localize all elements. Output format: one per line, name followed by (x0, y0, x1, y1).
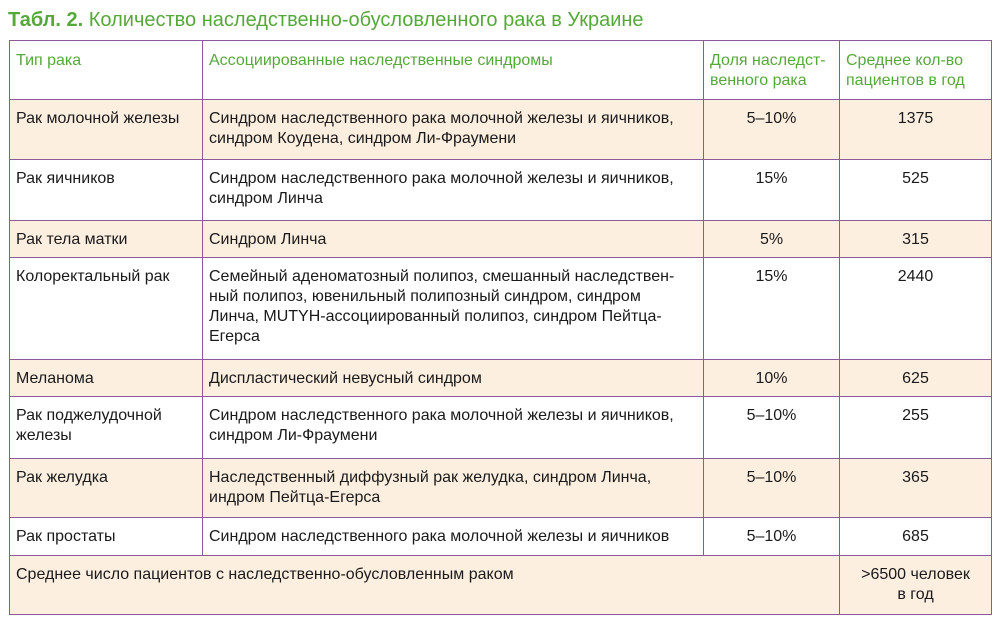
cell-cancer-type: Рак простаты (10, 518, 203, 556)
header-syndromes: Ассоциированные наследственные синдромы (203, 41, 704, 100)
table-footer-row (10, 556, 992, 615)
header-hereditary-share (704, 41, 840, 100)
footer-value: >6500 человек в год (840, 556, 992, 615)
cell-syndromes: Диспластический невусный синдром (203, 360, 704, 397)
table-title-text: Количество наследственно-обусловленного рака в Украине (88, 9, 644, 31)
header-cancer-type: Тип рака (10, 41, 203, 100)
cell-share: 15% (704, 160, 840, 221)
cell-cancer-type: Рак желудка (10, 459, 203, 518)
table-row (10, 160, 992, 221)
table-row (10, 459, 992, 518)
cell-syndromes: Синдром наследственного рака молочной железы и яичников, синдром Ли-Фраумени (203, 397, 704, 459)
table-row (10, 221, 992, 258)
cell-syndromes: Синдром наследственного рака молочной железы и яичников, синдром Линча (203, 160, 704, 221)
cell-cancer-type: Рак молочной железы (10, 100, 203, 160)
cell-syndromes: Семейный аденоматозный полипоз, смешанный наследствен- ный полипоз, ювенильный полипозный синдром, синдром Линча, MUTYH-ассоциированный полипоз, синдром Пейтца- Егерса (203, 258, 704, 360)
table-row (10, 518, 992, 556)
table-header-row (10, 41, 992, 100)
header-patients-per-year (840, 41, 992, 100)
cell-cancer-type: Рак поджелудочной железы (10, 397, 203, 459)
cell-patients: 255 (840, 397, 992, 459)
cell-share: 5% (704, 221, 840, 258)
cell-share: 15% (704, 258, 840, 360)
cell-syndromes: Наследственный диффузный рак желудка, синдром Линча, индром Пейтца-Егерса (203, 459, 704, 518)
cell-cancer-type: Рак яичников (10, 160, 203, 221)
header-hereditary-share-text: Доля наследст- венного рака (710, 52, 826, 89)
cell-cancer-type: Рак тела матки (10, 221, 203, 258)
hereditary-cancer-table (9, 40, 992, 615)
cell-patients: 1375 (840, 100, 992, 160)
table-row (10, 258, 992, 360)
footer-label: Среднее число пациентов с наследственно-обусловленным раком (10, 556, 840, 615)
header-patients-per-year-text: Среднее кол-во пациентов в год (846, 52, 965, 89)
cell-share: 5–10% (704, 518, 840, 556)
cell-patients: 525 (840, 160, 992, 221)
cell-share: 5–10% (704, 397, 840, 459)
cell-patients: 365 (840, 459, 992, 518)
cell-syndromes: Синдром наследственного рака молочной железы и яичников (203, 518, 704, 556)
cell-share: 10% (704, 360, 840, 397)
table-row (10, 360, 992, 397)
table-row (10, 100, 992, 160)
cell-share: 5–10% (704, 100, 840, 160)
cell-patients: 315 (840, 221, 992, 258)
cell-syndromes: Синдром Линча (203, 221, 704, 258)
cell-cancer-type: Колоректальный рак (10, 258, 203, 360)
cell-syndromes: Синдром наследственного рака молочной железы и яичников, синдром Коудена, синдром Ли-Фраумени (203, 100, 704, 160)
cell-patients: 685 (840, 518, 992, 556)
table-row (10, 397, 992, 459)
cell-patients: 625 (840, 360, 992, 397)
cell-cancer-type: Меланома (10, 360, 203, 397)
cell-patients: 2440 (840, 258, 992, 360)
cell-share: 5–10% (704, 459, 840, 518)
table-title (8, 6, 644, 34)
table-number-label: Табл. 2. (8, 9, 84, 31)
